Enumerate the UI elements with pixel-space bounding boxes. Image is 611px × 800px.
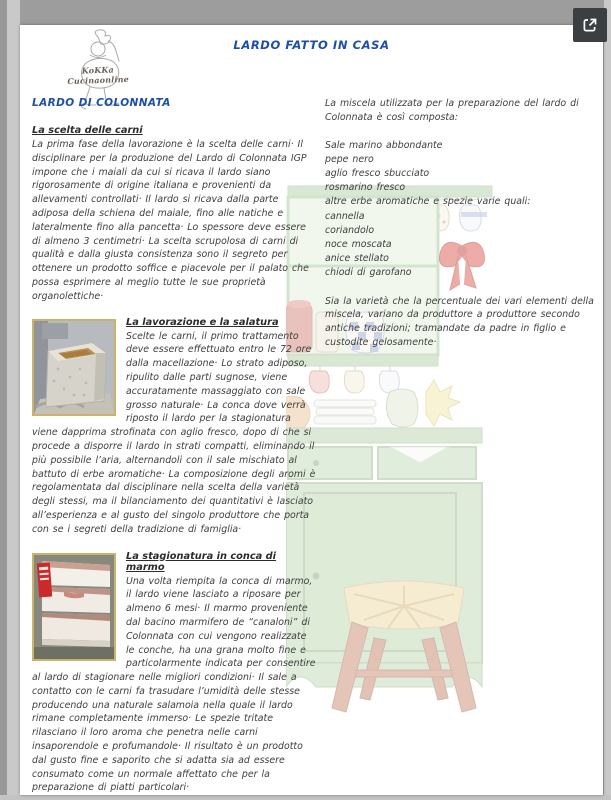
ingredient-item: anice stellato (325, 253, 389, 265)
ingredient-item: noce moscata (325, 239, 392, 251)
ingredient-item: cannella (325, 210, 365, 222)
ingredient-item: Sale marino abbondante (325, 139, 443, 151)
mixture-intro: La miscela utilizzata per la preparazione del lardo di Colonnata è così composta: (325, 98, 579, 123)
section-body: La prima fase della lavorazione è la scelta delle carni· Il disciplinare per la produzione del Lardo di Colonnata IGP impone che i maiali da cui si ricava il lardo siano rigorosamente di origine italiana e provenienti da allevamenti controllati· Il lardo si ricava dalla parte adiposa della schiena del maiale, fino alle natiche e lateralmente fino alla pancetta· Lo spessore deve essere di almeno 3 centimetri· La scelta scrupolosa di carni di qualità e dalla giusta consistenza sono il segreto per ottenere un prodotto soffice e piacevole per il palato che possa esprimere al meglio tutte le sue proprietà organolettiche· (32, 139, 309, 302)
viewer-bottom-edge (0, 795, 611, 800)
viewer-left-gutter (7, 0, 20, 800)
mixture-outro: Sia la varietà che la percentuale dei vari elementi della miscela, variano da produttore a produttore secondo antiche tradizioni; tramandate da padre in figlio e custodite gelosamente· (325, 295, 594, 349)
section-body: Scelte le carni, il primo trattamento deve essere effettuato entro le 72 ore dalla macellazione· Lo strato adiposo, ripulito dalle parti sugnose, viene accuratamente massaggiato con sale grosso naturale· La conca dove verrà riposto il lardo per la stagionatura viene dapprima strofinata con aglio fresco, dopo di che si procede a disporre il lardo in strati compatti, eliminando il più possibile l’aria, alternandoli con il sale mischiato al battuto di erbe aromatiche· La composizione degli aromi è regolamentata dal disciplinare nella scelta della varietà degli stessi, ma il bilanciamento dei quantitativi è lasciato all’esperienza e al gusto del singolo produttore che porta con se i segreti della tradizione di famiglia· (32, 330, 316, 535)
right-column (325, 97, 597, 350)
logo-text: KoKKa Cucinaonline (67, 64, 130, 87)
section-heading: La lavorazione e la salatura (126, 316, 279, 328)
viewer-left-edge (0, 0, 7, 800)
section-scelta-carni (32, 125, 316, 304)
open-in-new-icon (580, 15, 600, 35)
open-external-button[interactable] (573, 8, 607, 42)
main-heading: LARDO DI COLONNATA (32, 97, 171, 109)
section-lavorazione (32, 317, 316, 550)
ingredient-item: pepe nero (325, 153, 374, 165)
ingredient-item: rosmarino fresco (325, 182, 406, 194)
viewer-right-gutter (604, 0, 611, 800)
section-heading: La scelta delle carni (32, 125, 143, 136)
marble-conca-photo (32, 319, 116, 416)
ingredient-item: aglio fresco sbucciato (325, 168, 430, 179)
ingredient-item: altre erbe aromatiche e spezie varie quali: (325, 196, 531, 208)
left-column (32, 97, 316, 795)
ingredient-item: chiodi di garofano (325, 267, 412, 279)
ingredient-item: coriandolo (325, 224, 375, 236)
section-body: Una volta riempita la conca di marmo, il lardo viene lasciato a riposare per almeno 6 mesi· Il marmo proveniente dal bacino marmifero de “canaloni” di Colonnata con cui vengono realizzate le conche, ha una grana molto fine e particolarmente indicata per consentire al lardo di stagionare nelle migliori condizioni· Il sale a contatto con le carni fa trasudare l’umidità delle stesse producendo una naturale salamoia nella quale il lardo rimane completamente immerso· Le spezie tritate rilasciano il loro aroma che penetra nelle carni insaporendole e profumandole· Il risultato è un prodotto dal gusto fine e saporito che si adatta sia ad essere consumato come un normale affettato che per la preparazione di piatti particolari· (32, 575, 316, 794)
page-title: LARDO FATTO IN CASA (233, 38, 390, 52)
section-heading: La stagionatura in conca di marmo (126, 550, 277, 573)
lardo-slabs-photo (32, 553, 116, 661)
section-stagionatura (32, 551, 316, 795)
viewer-top-band (0, 0, 611, 25)
document-page (20, 25, 603, 795)
